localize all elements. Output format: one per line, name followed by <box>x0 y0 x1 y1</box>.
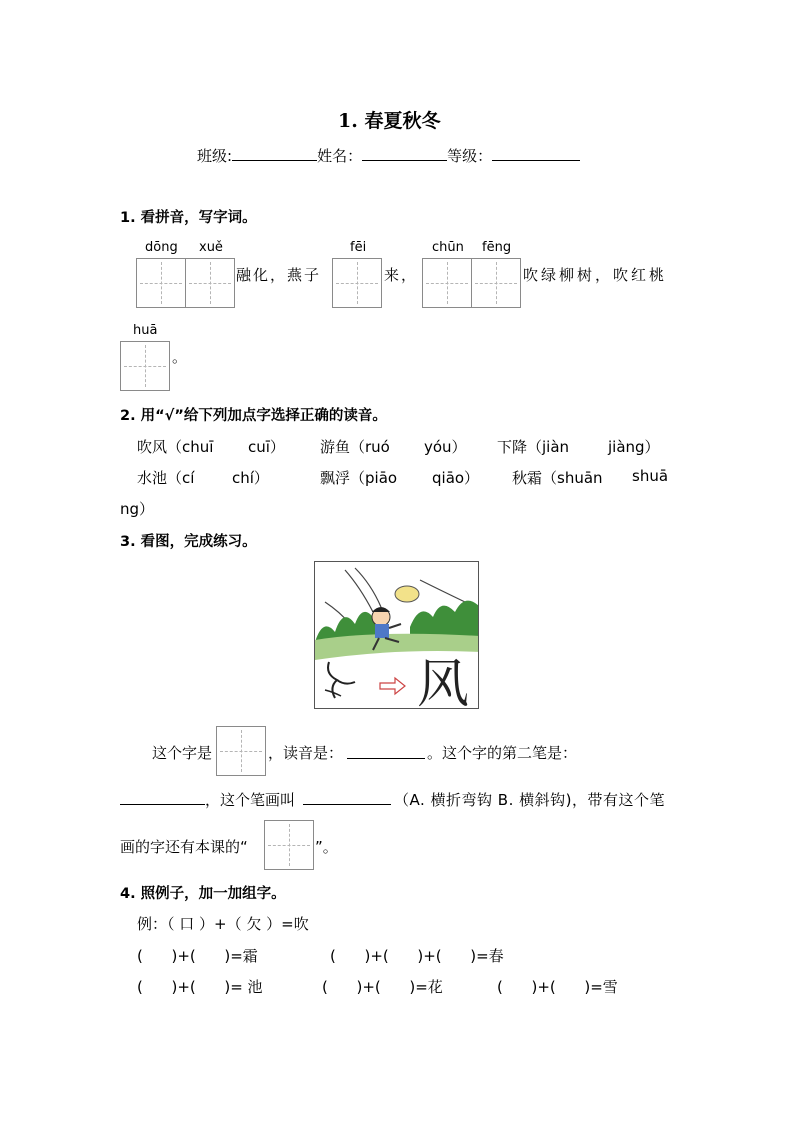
pinyin-feng: fēng <box>482 240 512 255</box>
q1-heading: 1. 看拼音，写字词。 <box>120 210 257 226</box>
pinyin-chun: chūn <box>432 240 464 255</box>
writing-grid-feng[interactable] <box>471 258 521 308</box>
writing-grid-chun[interactable] <box>422 258 472 308</box>
q1-end: 。 <box>172 348 188 366</box>
q3-line2-a: ，这个笔画叫 <box>205 791 296 809</box>
grade-label: 等级： <box>447 147 493 165</box>
q2-heading: 2. 用“√”给下列加点字选择正确的读音。 <box>120 408 387 424</box>
wind-illustration <box>315 562 479 709</box>
q4-item-xue[interactable]: ( )+( )=雪 <box>497 978 618 996</box>
q2-chui-option-b[interactable]: cuī） <box>248 438 285 456</box>
q2-shuang-option-a[interactable]: 秋霜（shuān <box>512 469 603 487</box>
q3-writing-grid-related[interactable] <box>264 820 314 870</box>
q3-line3-a: 画的字还有本课的“ <box>120 838 248 856</box>
q3-line1-b: ，读音是： <box>268 744 344 762</box>
wind-picture <box>314 561 479 709</box>
grade-blank[interactable] <box>492 146 580 161</box>
pinyin-xue: xuě <box>199 240 223 255</box>
pinyin-hua: huā <box>133 323 158 338</box>
writing-grid-hua[interactable] <box>120 341 170 391</box>
q3-line1-c: 。这个字的第二笔是： <box>427 744 578 762</box>
q2-chi-option-a[interactable]: 水池（cí <box>137 469 195 487</box>
class-blank[interactable] <box>232 146 317 161</box>
q3-stroke-blank[interactable] <box>120 790 205 805</box>
q4-item-shuang[interactable]: ( )+( )=霜 <box>137 947 258 965</box>
info-line <box>197 145 580 166</box>
q4-example: 例：（ 口 ）+（ 欠 ）=吹 <box>137 915 309 933</box>
q2-chi-option-b[interactable]: chí） <box>232 469 269 487</box>
q2-you-option-b[interactable]: yóu） <box>424 438 467 456</box>
page-title: 1. 春夏秋冬 <box>338 110 441 132</box>
q2-piao-option-a[interactable]: 飘浮（piāo <box>320 469 398 487</box>
name-blank[interactable] <box>362 146 447 161</box>
q1-text3: 吹绿柳树，吹红桃 <box>523 266 668 284</box>
q2-wrap-text: ng） <box>120 500 155 518</box>
q4-item-chun[interactable]: ( )+( )+( )=春 <box>330 947 504 965</box>
q3-line2-b: （A. 横折弯钩 B. 横斜钩)，带有这个笔 <box>394 791 665 809</box>
writing-grid-fei[interactable] <box>332 258 382 308</box>
picture-character: 风 <box>417 655 470 709</box>
q3-pinyin-blank[interactable] <box>347 744 425 759</box>
pinyin-dong: dōng <box>145 240 178 255</box>
q2-shuang-option-b[interactable]: shuā <box>632 467 669 485</box>
pinyin-fei: fēi <box>350 240 367 255</box>
q2-jiang-option-a[interactable]: 下降（jiàn <box>497 438 570 456</box>
q3-writing-grid-char[interactable] <box>216 726 266 776</box>
q4-item-hua[interactable]: ( )+( )=花 <box>322 978 443 996</box>
q1-text1: 融化，燕子 <box>236 266 322 284</box>
q3-line3-b: ”。 <box>315 838 338 856</box>
class-label: 班级: <box>197 147 233 165</box>
q3-stroke-name-blank[interactable] <box>303 790 391 805</box>
q4-item-chi[interactable]: ( )+( )= 池 <box>137 978 263 996</box>
q2-you-option-a[interactable]: 游鱼（ruó <box>320 438 390 456</box>
q2-jiang-option-b[interactable]: jiàng） <box>608 438 660 456</box>
name-label: 姓名： <box>317 147 363 165</box>
q2-chui-option-a[interactable]: 吹风（chuī <box>137 438 214 456</box>
writing-grid-dong[interactable] <box>136 258 186 308</box>
q3-line1-a: 这个字是 <box>152 744 213 762</box>
writing-grid-xue[interactable] <box>185 258 235 308</box>
q3-heading: 3. 看图，完成练习。 <box>120 534 257 550</box>
q1-text2: 来， <box>384 266 419 284</box>
q2-piao-option-b[interactable]: qiāo） <box>432 469 480 487</box>
q4-heading: 4. 照例子，加一加组字。 <box>120 886 286 902</box>
